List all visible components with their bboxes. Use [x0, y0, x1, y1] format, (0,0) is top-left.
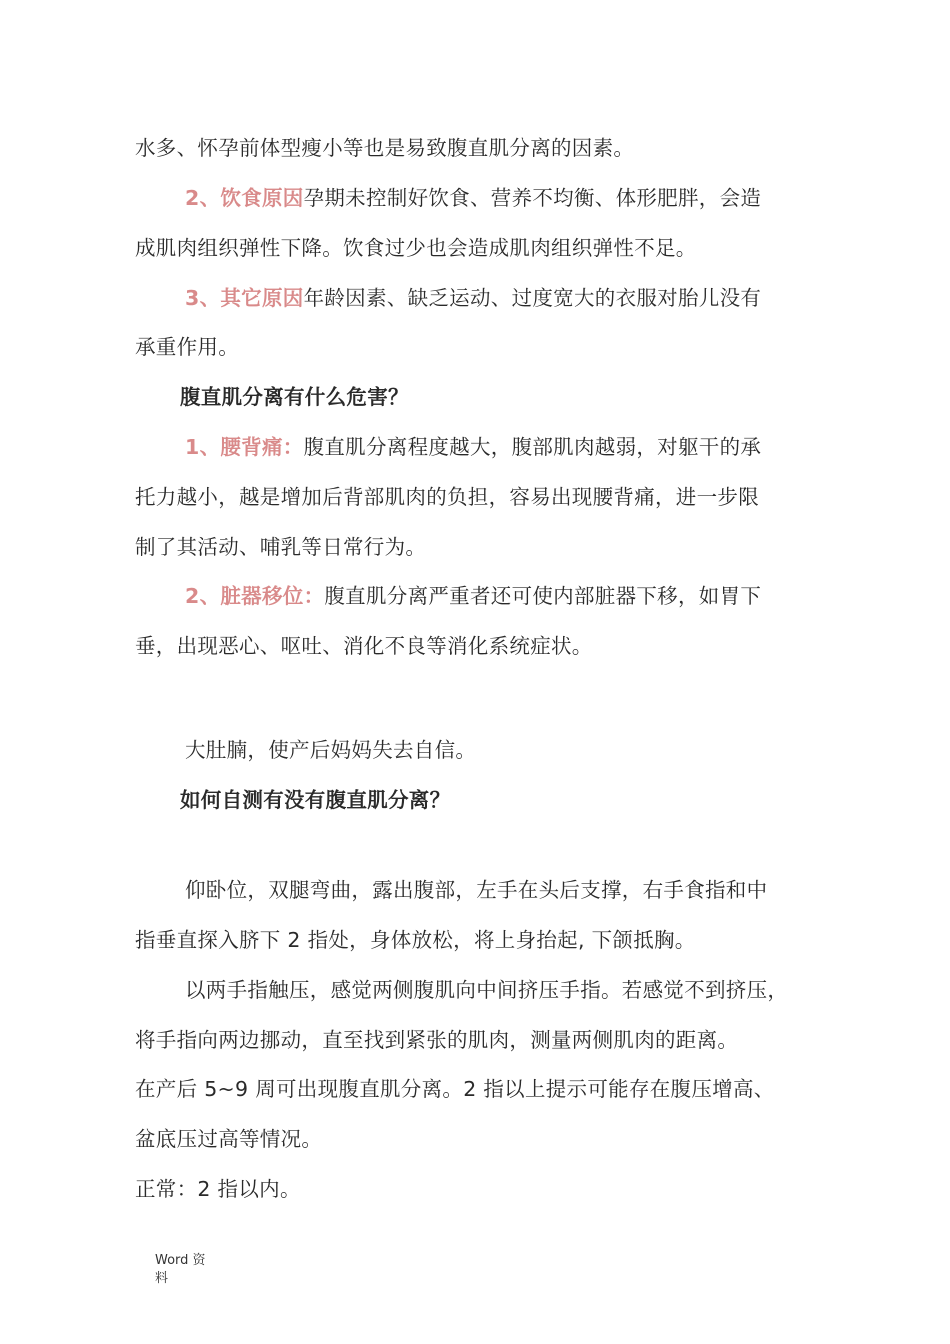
paragraph-line: 盆底压过高等情况。	[135, 1127, 323, 1151]
section-heading: 腹直肌分离有什么危害？	[180, 385, 409, 409]
paragraph-line: 2、饮食原因孕期未控制好饮食、营养不均衡、体形肥胖，会造	[185, 186, 762, 210]
paragraph-line: 仰卧位，双腿弯曲，露出腹部，左手在头后支撑，右手食指和中	[185, 878, 768, 902]
paragraph-line: 垂，出现恶心、呕吐、消化不良等消化系统症状。	[135, 634, 593, 658]
paragraph-line: 大肚腩，使产后妈妈失去自信。	[185, 738, 477, 762]
paragraph-line: 水多、怀孕前体型瘦小等也是易致腹直肌分离的因素。	[135, 136, 635, 160]
paragraph-line: 2、脏器移位：腹直肌分离严重者还可使内部脏器下移，如胃下	[185, 584, 762, 608]
paragraph-line: 托力越小，越是增加后背部肌肉的负担，容易出现腰背痛，进一步限	[135, 485, 759, 509]
highlight-label: 2、饮食原因	[185, 186, 304, 210]
footer-line: Word 资	[155, 1253, 206, 1268]
paragraph-line: 以两手指触压，感觉两侧腹肌向中间挤压手指。若感觉不到挤压，	[185, 978, 789, 1002]
paragraph-line: 承重作用。	[135, 335, 239, 359]
highlight-label: 2、脏器移位：	[185, 584, 325, 608]
paragraph-line: 3、其它原因年龄因素、缺乏运动、过度宽大的衣服对胎儿没有	[185, 286, 762, 310]
paragraph-line: 制了其活动、哺乳等日常行为。	[135, 535, 427, 559]
paragraph-line: 将手指向两边挪动，直至找到紧张的肌肉，测量两侧肌肉的距离。	[135, 1028, 739, 1052]
section-heading: 如何自测有没有腹直肌分离？	[180, 788, 451, 812]
highlight-label: 1、腰背痛：	[185, 435, 304, 459]
highlight-label: 3、其它原因	[185, 286, 304, 310]
paragraph-line: 在产后 5~9 周可出现腹直肌分离。2 指以上提示可能存在腹压增高、	[135, 1077, 775, 1101]
paragraph-line: 正常：2 指以内。	[135, 1177, 301, 1201]
footer-line: 料	[155, 1271, 169, 1286]
paragraph-line: 指垂直探入脐下 2 指处，身体放松，将上身抬起, 下颌抵胸。	[135, 928, 696, 952]
paragraph-line: 1、腰背痛：腹直肌分离程度越大，腹部肌肉越弱，对躯干的承	[185, 435, 762, 459]
page-footer	[155, 1252, 206, 1288]
paragraph-line: 成肌肉组织弹性下降。饮食过少也会造成肌肉组织弹性不足。	[135, 236, 697, 260]
